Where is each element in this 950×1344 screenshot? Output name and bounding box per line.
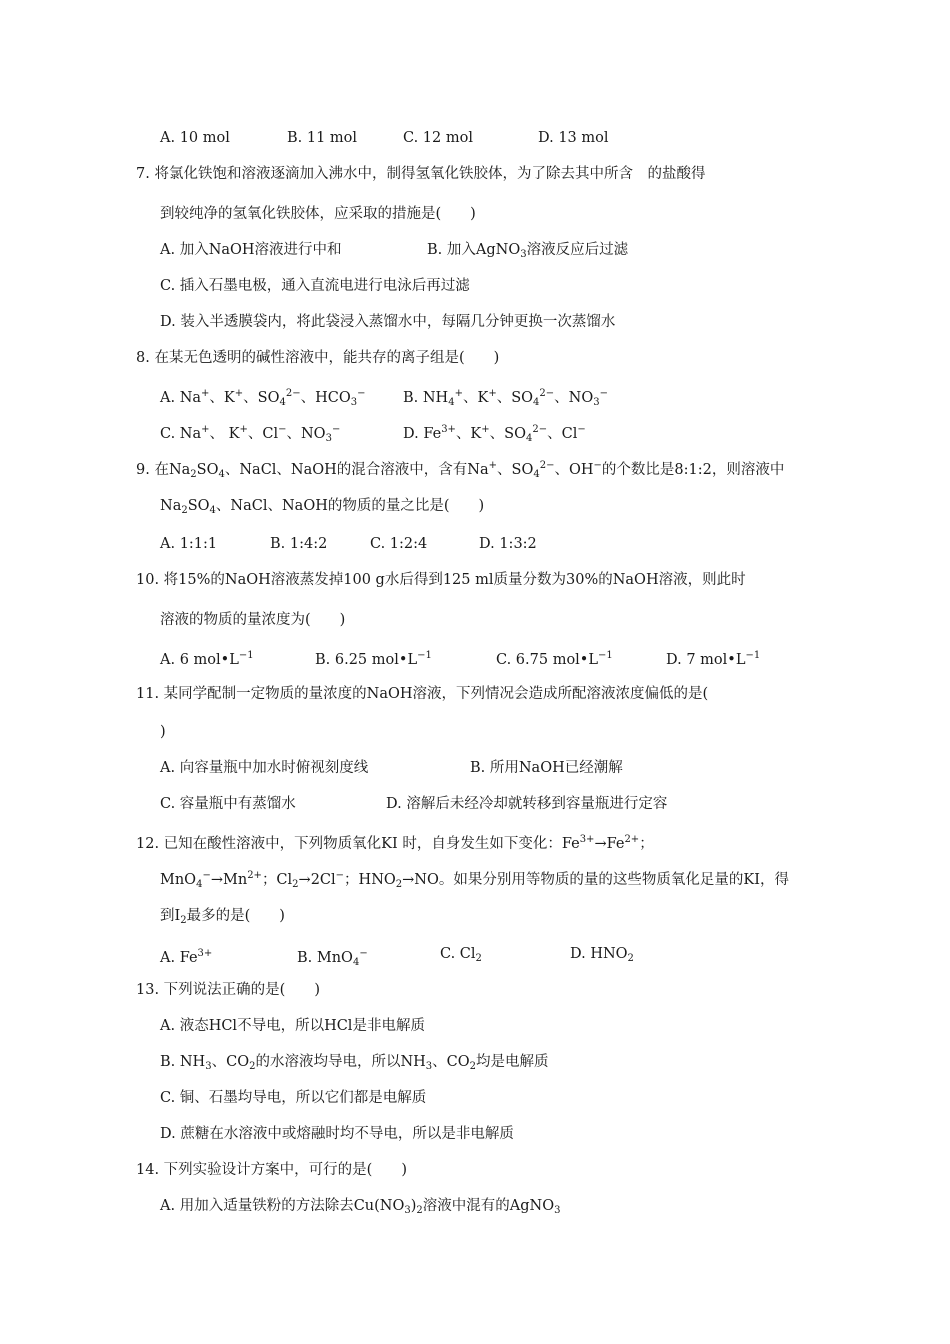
q12-stem-line3: 到$I_2$最多的是( ) xyxy=(160,908,285,926)
q7-option-b: B. 加入AgNO$_3$溶液反应后过滤 xyxy=(427,242,629,260)
q10-option-c: C. 6.75 $mol•L^{-1}$ xyxy=(496,650,613,668)
q10-option-b: B. 6.25 $mol•L^{-1}$ xyxy=(315,650,432,668)
q11-option-b: B. 所用NaOH已经潮解 xyxy=(470,760,623,776)
q9-option-b: B. 1:4:2 xyxy=(270,536,328,552)
q9-option-c: C. 1:2:4 xyxy=(370,536,428,552)
q13-option-b: B. $NH_3$、$CO_2$的水溶液均导电，所以$NH_3$、$CO_2$均是电解质 xyxy=(160,1054,549,1072)
q14-option-a: A. 用加入适量铁粉的方法除去$Cu(NO_3)_2$溶液中混有的AgNO$_3$ xyxy=(160,1198,561,1216)
q7-option-d: D. 装入半透膜袋内，将此袋浸入蒸馏水中，每隔几分钟更换一次蒸馏水 xyxy=(160,314,616,330)
q11-option-d: D. 溶解后未经冷却就转移到容量瓶进行定容 xyxy=(386,796,668,812)
q9-stem-line1: 9. 在$Na_2SO_4$、NaCl、NaOH的混合溶液中，含有Na+、$SO_4^{2-}$、OH−的个数比是8:1:2，则溶液中 xyxy=(136,460,785,480)
q12-option-a: A. $Fe^{3+}$ xyxy=(160,948,213,966)
q14-stem: 14. 下列实验设计方案中，可行的是( ) xyxy=(136,1162,407,1178)
q8-option-b: B. $NH_4^+$、K+、$SO_4^{2-}$、$NO_3^-$ xyxy=(403,388,609,408)
q9-option-d: D. 1:3:2 xyxy=(479,536,537,552)
q8-option-d: D. $Fe^{3+}$、K+、$SO_4^{2-}$、Cl− xyxy=(403,424,586,444)
q11-option-c: C. 容量瓶中有蒸馏水 xyxy=(160,796,296,812)
q7-option-c: C. 插入石墨电极，通入直流电进行电泳后再过滤 xyxy=(160,278,470,294)
q7-stem-line2: 到较纯净的氢氧化铁胶体，应采取的措施是( ) xyxy=(160,206,476,222)
q12-option-b: B. MnO$_4$− xyxy=(297,948,368,968)
q13-option-d: D. 蔗糖在水溶液中或熔融时均不导电，所以是非电解质 xyxy=(160,1126,514,1142)
q10-stem-line2: 溶液的物质的量浓度为( ) xyxy=(160,612,346,628)
q6-option-a: A. 10 mol xyxy=(160,130,230,146)
q10-option-d: D. 7 $mol•L^{-1}$ xyxy=(666,650,761,668)
q8-option-a: A. Na+、K+、$SO_4^{2-}$、$HCO_3^-$ xyxy=(160,388,366,408)
q6-option-c: C. 12 mol xyxy=(403,130,473,146)
q12-stem-line2: $MnO_4^-\to Mn^{2+}$；$Cl_2\to 2Cl^-$；$HNO_2\to NO$。如果分别用等物质的量的这些物质氧化足量的KI，得 xyxy=(160,870,789,890)
q11-stem-line2: ) xyxy=(160,724,166,740)
q10-option-a: A. 6 $mol•L^{-1}$ xyxy=(160,650,254,668)
q8-option-c: C. Na+、 K+、Cl−、$NO_3^-$ xyxy=(160,424,341,444)
q13-stem: 13. 下列说法正确的是( ) xyxy=(136,982,320,998)
q12-option-d: D. $HNO_2$ xyxy=(570,946,634,964)
q13-option-c: C. 铜、石墨均导电，所以它们都是电解质 xyxy=(160,1090,427,1106)
q8-stem: 8. 在某无色透明的碱性溶液中，能共存的离子组是( ) xyxy=(136,350,500,366)
q9-option-a: A. 1:1:1 xyxy=(160,536,218,552)
q12-stem-line1: 12. 已知在酸性溶液中，下列物质氧化KI 时，自身发生如下变化：$Fe^{3+}\to Fe^{2+}$； xyxy=(136,834,654,852)
q7-stem-line1: 7. 将氯化铁饱和溶液逐滴加入沸水中，制得氢氧化铁胶体，为了除去其中所含 的盐酸得 xyxy=(136,166,706,182)
q10-stem-line1: 10. 将15%的NaOH溶液蒸发掉100 g水后得到125 ml质量分数为30%的NaOH溶液，则此时 xyxy=(136,572,746,588)
q11-option-a: A. 向容量瓶中加水时俯视刻度线 xyxy=(160,760,369,776)
q6-option-d: D. 13 mol xyxy=(538,130,609,146)
q11-stem-line1: 11. 某同学配制一定物质的量浓度的NaOH溶液，下列情况会造成所配溶液浓度偏低的是( xyxy=(136,686,709,702)
q12-option-c: C. $Cl_2$ xyxy=(440,946,482,964)
q13-option-a: A. 液态HCl不导电，所以HCl是非电解质 xyxy=(160,1018,425,1034)
q7-option-a: A. 加入NaOH溶液进行中和 xyxy=(160,242,342,258)
q9-stem-line2: $Na_2SO_4$、NaCl、NaOH的物质的量之比是( ) xyxy=(160,498,485,516)
q6-option-b: B. 11 mol xyxy=(287,130,358,146)
